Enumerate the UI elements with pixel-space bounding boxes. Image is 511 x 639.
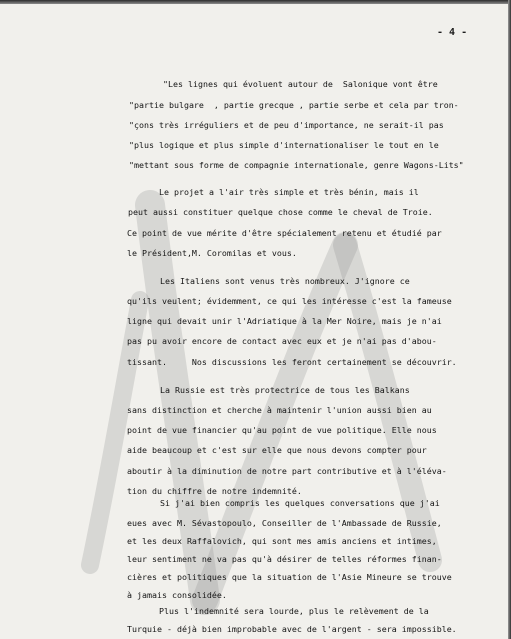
text-line: aboutir à la diminution de notre part contributive et à l'éléva- xyxy=(127,466,447,476)
text-line: le Président,M. Coromilas et vous. xyxy=(127,248,297,258)
text-line: sans distinction et cherche à maintenir l'union aussi bien au xyxy=(127,405,432,415)
text-line: cières et politiques que la situation de l'Asie Mineure se trouve xyxy=(127,572,452,582)
scan-border-top xyxy=(0,0,511,4)
text-line: eues avec M. Sévastopoulo, Conseiller de l'Ambassade de Russie, xyxy=(127,518,442,528)
text-line: tissant. Nos discussions les feront certainement se découvrir. xyxy=(127,357,457,367)
text-line: Le projet a l'air très simple et très bénin, mais il xyxy=(159,187,419,197)
text-line: La Russie est très protectrice de tous les Balkans xyxy=(160,385,410,395)
text-line: Ce point de vue mérite d'être spécialement retenu et étudié par xyxy=(127,228,442,238)
text-line: à jamais consolidée. xyxy=(127,590,227,600)
text-line: Turquie - déjà bien improbable avec de l'argent - sera impossible. xyxy=(127,624,457,634)
text-line: tion du chiffre de notre indemnité. xyxy=(127,486,302,496)
page-number: - 4 - xyxy=(437,27,468,38)
text-line: aide beaucoup et c'est sur elle que nous devons compter pour xyxy=(127,445,427,455)
text-line: "partie bulgare , partie grecque , partie serbe et cela par tron- xyxy=(129,100,459,110)
text-line: point de vue financier qu'au point de vue politique. Elle nous xyxy=(127,425,437,435)
text-line: et les deux Raffalovich, qui sont mes amis anciens et intimes, xyxy=(127,536,437,546)
text-line: Les Italiens sont venus très nombreux. J'ignore ce xyxy=(160,276,410,286)
text-line: ligne qui devait unir l'Adriatique à la Mer Noire, mais je n'ai xyxy=(127,316,442,326)
text-line: Plus l'indemnité sera lourde, plus le relèvement de la xyxy=(159,606,429,616)
text-line: peut aussi constituer quelque chose comme le cheval de Troie. xyxy=(128,207,433,217)
text-line: "Les lignes qui évoluent autour de Salonique vont être xyxy=(163,79,438,89)
text-line: pas pu avoir encore de contact avec eux et je n'ai pas d'abou- xyxy=(127,336,437,346)
text-line: "plus logique et plus simple d'internationaliser le tout en le xyxy=(129,140,439,150)
text-line: leur sentiment ne va pas qu'à désirer de telles réformes finan- xyxy=(127,554,442,564)
text-line: "mettant sous forme de compagnie internationale, genre Wagons-Lits" xyxy=(129,160,464,170)
text-line: qu'ils veulent; évidemment, ce qui les intéresse c'est la fameuse xyxy=(127,296,452,306)
text-line: "çons très irréguliers et de peu d'importance, ne serait-il pas xyxy=(129,120,444,130)
text-line: Si j'ai bien compris les quelques conversations que j'ai xyxy=(160,498,440,508)
